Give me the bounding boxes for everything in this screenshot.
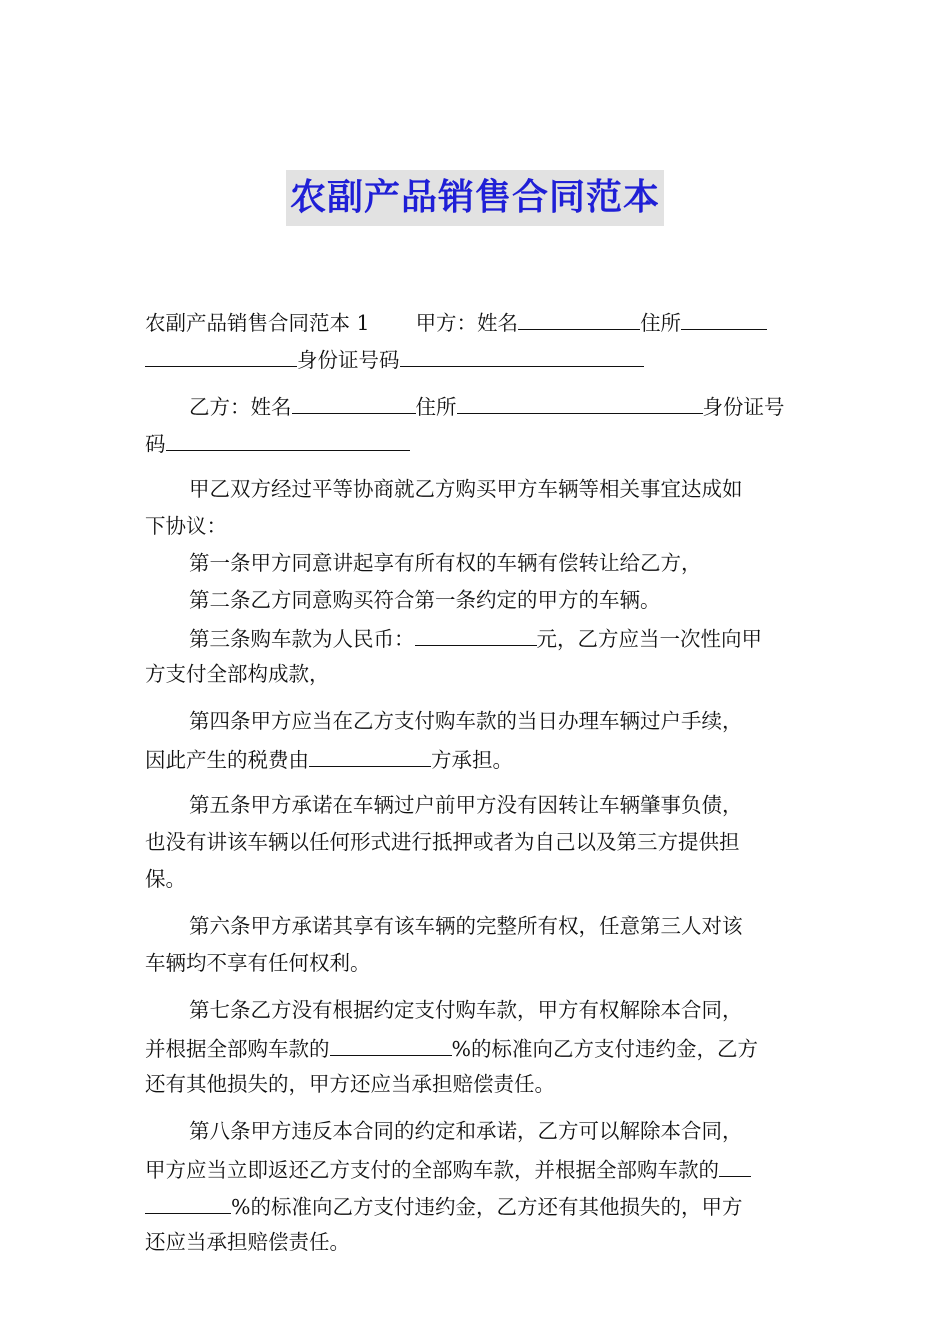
party-a-id-label: 身份证号码	[297, 348, 400, 372]
article-8-line: 第八条甲方违反本合同的约定和承诺，乙方可以解除本合同，	[189, 1119, 743, 1143]
article-3-amount-blank	[415, 619, 537, 646]
article-8-text: 甲方应当立即返还乙方支付的全部购车款，并根据全部购车款的	[145, 1158, 719, 1182]
party-a-name-blank	[518, 303, 640, 330]
article-1: 第一条甲方同意讲起享有所有权的车辆有偿转让给乙方，	[189, 551, 702, 575]
document-body	[145, 303, 807, 1261]
article-5-line: 第五条甲方承诺在车辆过户前甲方没有因转让车辆肇事负债，	[189, 793, 743, 817]
article-7-line: 第七条乙方没有根据约定支付购车款，甲方有权解除本合同，	[189, 998, 743, 1022]
header-line	[145, 303, 807, 340]
article-8-percent-blank	[719, 1150, 751, 1177]
article-4-text: 因此产生的税费由	[145, 748, 309, 772]
article-8-line	[145, 1187, 807, 1224]
article-8-line	[145, 1150, 807, 1187]
party-b-residence-blank	[457, 387, 703, 414]
article-7-percent-blank	[330, 1029, 452, 1056]
article-4-party-blank	[309, 740, 431, 767]
document-title: 农副产品销售合同范本	[286, 170, 664, 226]
article-3-line	[145, 619, 807, 656]
party-a-residence-blank-cont	[145, 340, 297, 367]
party-b-name-label: 乙方：姓名	[189, 395, 292, 419]
article-2: 第二条乙方同意购买符合第一条约定的甲方的车辆。	[189, 588, 661, 612]
article-8-text: %的标准向乙方支付违约金，乙方还有其他损失的，甲方	[231, 1195, 743, 1219]
header-line	[145, 340, 807, 377]
party-b-name-blank	[292, 387, 416, 414]
party-a-residence-blank	[681, 303, 767, 330]
party-b-id-blank	[166, 424, 410, 451]
article-7-text: 并根据全部购车款的	[145, 1037, 330, 1061]
article-4-line: 第四条甲方应当在乙方支付购车款的当日办理车辆过户手续，	[189, 709, 743, 733]
article-6-line: 车辆均不享有任何权利。	[145, 951, 371, 975]
article-3-text: 第三条购车款为人民币：	[189, 627, 415, 651]
party-b-line	[145, 424, 807, 461]
article-8-line: 还应当承担赔偿责任。	[145, 1230, 350, 1254]
party-b-id-label-cont: 码	[145, 432, 166, 456]
article-8-percent-blank-cont	[145, 1187, 231, 1214]
intro-line: 甲乙双方经过平等协商就乙方购买甲方车辆等相关事宜达成如	[189, 477, 743, 501]
article-6-line: 第六条甲方承诺其享有该车辆的完整所有权，任意第三人对该	[189, 914, 743, 938]
article-3-text: 元，乙方应当一次性向甲	[536, 627, 762, 651]
article-5-line: 也没有讲该车辆以任何形式进行抵押或者为自己以及第三方提供担	[145, 830, 740, 854]
party-b-line	[145, 387, 807, 424]
title-container	[0, 170, 950, 226]
party-b-id-label: 身份证号	[702, 395, 785, 419]
party-a-name-label: 甲方：姓名	[415, 311, 519, 335]
article-7-line	[145, 1029, 807, 1066]
article-3-line: 方支付全部构成款，	[145, 662, 330, 686]
article-4-line	[145, 740, 807, 777]
party-a-residence-label: 住所	[640, 311, 682, 335]
article-5-line: 保。	[145, 867, 186, 891]
document-heading: 农副产品销售合同范本 1	[145, 311, 370, 335]
party-a-id-blank	[400, 340, 644, 367]
intro-line: 下协议：	[145, 514, 227, 538]
article-7-line: 还有其他损失的，甲方还应当承担赔偿责任。	[145, 1072, 555, 1096]
article-7-text: %的标准向乙方支付违约金，乙方	[451, 1037, 758, 1061]
article-4-text: 方承担。	[431, 748, 513, 772]
party-b-residence-label: 住所	[415, 395, 457, 419]
